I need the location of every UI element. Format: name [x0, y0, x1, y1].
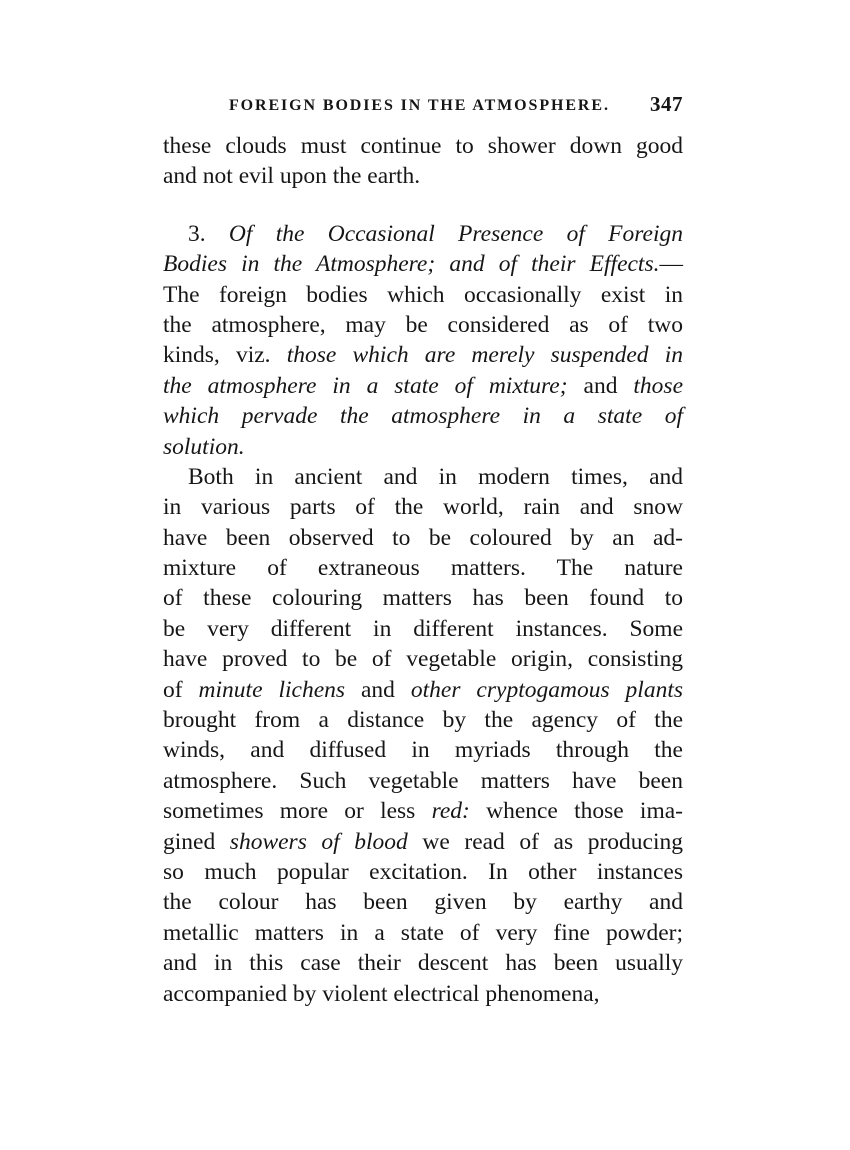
- text-run: whence those ima-: [469, 798, 683, 825]
- text-line: [163, 553, 683, 583]
- text-run: and not evil upon the earth.: [163, 163, 421, 190]
- text-line: [163, 462, 683, 492]
- text-line: [163, 887, 683, 917]
- text-line: [163, 249, 683, 279]
- text-line: [163, 918, 683, 948]
- text-run: have proved to be of vegetable origin, consisting: [163, 646, 683, 673]
- text-line: [163, 979, 683, 1009]
- text-line: [163, 219, 683, 249]
- text-run: mixture of extraneous matters. The nature: [163, 555, 683, 582]
- text-line: [163, 796, 683, 826]
- text-line: [163, 161, 683, 191]
- text-run: brought from a distance by the agency of the: [163, 707, 683, 734]
- text-line: [163, 705, 683, 735]
- text-line: [163, 827, 683, 857]
- text-run: sometimes more or less: [163, 798, 432, 825]
- text-run: and in this case their descent has been usually: [163, 950, 683, 977]
- text-run: have been observed to be coloured by an ad-: [163, 524, 683, 551]
- text-run: so much popular excitation. In other instances: [163, 858, 683, 885]
- italic-text: showers of blood: [229, 828, 408, 855]
- text-run: and: [567, 372, 634, 399]
- text-line: [163, 614, 683, 644]
- text-run: Both in ancient and in modern times, and: [188, 463, 683, 490]
- text-line: [163, 735, 683, 765]
- italic-text: solution.: [163, 433, 245, 460]
- text-run: The foreign bodies which occasionally exist in: [163, 281, 683, 308]
- italic-text: minute lichens: [198, 676, 346, 703]
- running-head: [165, 94, 683, 120]
- text-line: [163, 766, 683, 796]
- text-line: [163, 675, 683, 705]
- italic-text: red:: [431, 798, 470, 825]
- text-line: [163, 523, 683, 553]
- paragraph: [163, 131, 683, 192]
- text-line: [163, 583, 683, 613]
- page-number: 347: [650, 92, 683, 116]
- text-run: and: [345, 676, 411, 703]
- text-run: gined: [163, 828, 230, 855]
- text-run: atmosphere. Such vegetable matters have been: [163, 767, 683, 794]
- text-run: be very different in different instances. Some: [163, 615, 683, 642]
- text-run: we read of as producing: [407, 828, 683, 855]
- text-run: accompanied by violent electrical phenomena,: [163, 980, 600, 1007]
- text-run: these clouds must continue to shower down good: [163, 133, 683, 159]
- text-line: [163, 401, 683, 431]
- text-run: of: [163, 676, 199, 703]
- text-run: winds, and diffused in myriads through the: [163, 737, 683, 764]
- text-run: metallic matters in a state of very fine powder;: [163, 919, 683, 946]
- text-run: 3.: [188, 220, 229, 247]
- text-line: [163, 340, 683, 370]
- text-line: [163, 310, 683, 340]
- text-line: [163, 492, 683, 522]
- text-run: in various parts of the world, rain and snow: [163, 494, 683, 521]
- italic-text: which pervade the atmosphere in a state of: [163, 403, 683, 430]
- text-line: [163, 131, 683, 161]
- italic-text: the atmosphere in a state of mixture;: [163, 372, 568, 399]
- text-run: of these colouring matters has been found to: [163, 585, 683, 612]
- italic-text: other cryptogamous plants: [410, 676, 683, 703]
- body-text: [163, 131, 683, 1009]
- paragraph: [163, 462, 683, 1009]
- text-run: the colour has been given by earthy and: [163, 889, 683, 916]
- paragraph: [163, 219, 683, 462]
- text-line: [163, 280, 683, 310]
- italic-text: those: [633, 372, 684, 399]
- text-run: the atmosphere, may be considered as of two: [163, 311, 683, 338]
- text-run: kinds, viz.: [163, 342, 287, 369]
- text-line: [163, 371, 683, 401]
- text-line: [163, 948, 683, 978]
- text-run: —: [659, 251, 683, 278]
- italic-text: Of the Occasional Presence of Foreign: [228, 220, 683, 247]
- paragraph-spacer: [163, 192, 683, 219]
- text-line: [163, 432, 683, 462]
- text-line: [163, 857, 683, 887]
- italic-text: those which are merely suspended in: [286, 342, 683, 369]
- italic-text: Bodies in the Atmosphere; and of their Effects.: [163, 251, 660, 278]
- running-head-title: FOREIGN BODIES IN THE ATMOSPHERE.: [229, 97, 610, 114]
- text-line: [163, 644, 683, 674]
